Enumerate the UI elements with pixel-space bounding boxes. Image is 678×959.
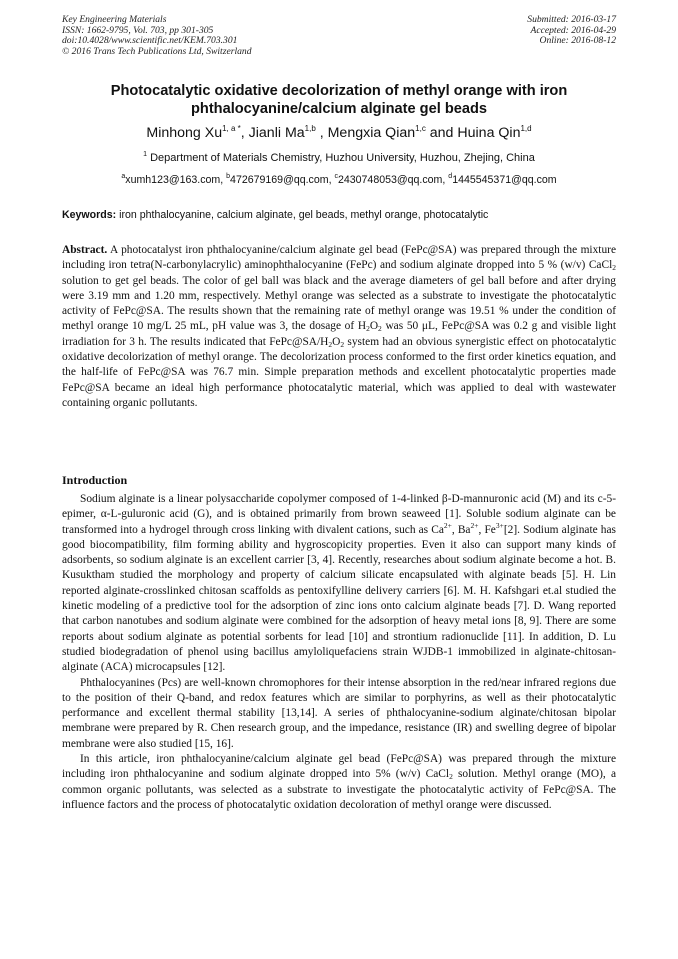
copyright: © 2016 Trans Tech Publications Ltd, Switzerland: [62, 45, 252, 57]
abstract-text: system had an obvious synergistic effect on photocatalytic oxidative decolorization of methyl orange. The decolorization process conformed to the first order kinetics equation, and the half-life of FePc@SA was 76.7 min. Simple preparation methods and excellent photocatalytic properties made FePc@SA became an ideal high performance photocatalytic material, which was applied to deal with wastewater containing organic pollutants.: [62, 335, 616, 409]
intro-text: , Fe: [478, 523, 496, 536]
email-address: 1445545371@qq.com: [452, 174, 557, 186]
email-superscript: c: [334, 173, 338, 180]
subscript: 2: [366, 324, 370, 334]
author-superscript: 1,c: [415, 124, 426, 133]
keywords-label: Keywords:: [62, 209, 117, 221]
keywords: [62, 208, 616, 222]
author-name: Jianli Ma: [248, 125, 305, 141]
paper-title: [62, 82, 616, 118]
journal-header-left: [62, 15, 252, 57]
intro-text: solution. Methyl orange (MO), a common organic pollutants, was selected as a substrate to investigate the photocatalytic activity of FePc@SA. The influence factors and the process of photocatalytic oxidation decoloration of methyl orange were discussed.: [62, 768, 616, 811]
abstract-text: was 50 μL, FePc@SA was 0.2 g and visible light irradiation for 3 h. The results indicated that FePc@SA/H: [62, 320, 616, 348]
email-superscript: a: [121, 173, 126, 180]
superscript: 2+: [443, 520, 452, 530]
introduction: [62, 492, 616, 813]
intro-text: , Ba: [451, 523, 471, 536]
affiliation: [62, 151, 616, 165]
keywords-text: iron phthalocyanine, calcium alginate, gel beads, methyl orange, photocatalytic: [116, 209, 489, 221]
email-superscript: d: [448, 173, 453, 180]
issn: ISSN: 1662-9795, Vol. 703, pp 301-305: [62, 24, 214, 36]
author-separator: and: [425, 125, 458, 141]
author-name: Huina Qin: [457, 125, 521, 141]
section-heading-introduction: Introduction: [62, 473, 128, 487]
intro-text: Sodium alginate is a linear polysaccharide copolymer composed of 1-4-linked β-D-mannuronic acid (M) and its c-5-epimer, α-L-guluronic acid (G), and is obtained primarily from brown seaweed [1]. Soluble sodium alginate can be transformed into a hydrogel through cross linking with divalent cations, such as Ca: [62, 493, 616, 536]
author-list: [62, 124, 616, 142]
email-list: [62, 173, 616, 187]
intro-text: [2]. Sodium alginate has good biocompatibility, film forming ability and hygroscopicity properties. Even it also can support many kinds of adsorbents, so sodium alginate is an excellent carrier [3, 4]. Recently, researches about sodium alginate become a hot. B. Kusuktham studied the morphology and property of calcium silicate encapsulated with alginate beads [5]. H. Lin reported alginate-crosslinked chitosan scaffolds as pentoxifylline delivery carriers [6]. M. H. Kafshgari et.al studied the kinetic modeling of a predictive tool for the adsorption of zinc ions onto calcium alginate beads [7]. D. Wang reported that carbon nanotubes and sodium alginate were combined for the adsorption of heavy metal ions [8, 9]. There are some reports about sodium alginate as potential sorbents for lead [10] and strontium radionuclide [11]. In addition, D. Lu studied biodegradation of phenol using bacillus amyloliquefaciens strain WJDB-1 immobilized in alginate-chitosan-alginate (ACA) microcapsules [12].: [62, 523, 616, 674]
abstract-text: O: [332, 335, 341, 348]
author-separator: ,: [240, 125, 249, 141]
abstract: [62, 243, 616, 411]
superscript: 2+: [470, 520, 479, 530]
author-superscript: 1,d: [520, 124, 532, 133]
abstract-label: Abstract.: [62, 244, 108, 256]
title-line-1: Photocatalytic oxidative decolorization of methyl orange with iron: [110, 83, 568, 99]
author-name: Minhong Xu: [146, 125, 223, 141]
subscript: 2: [612, 263, 616, 273]
submitted-date: Submitted: 2016-03-17: [527, 14, 616, 25]
author-separator: ,: [315, 125, 328, 141]
email-superscript: b: [226, 173, 231, 180]
subscript: 2: [340, 339, 345, 349]
email-address: 2430748053@qq.com,: [337, 174, 449, 186]
email-address: 472679169@qq.com,: [230, 174, 335, 186]
title-line-2: phthalocyanine/calcium alginate gel beads: [190, 101, 487, 117]
affiliation-superscript: 1: [143, 151, 148, 158]
online-date: Online: 2016-08-12: [539, 35, 616, 47]
intro-paragraph-1: [62, 492, 616, 676]
abstract-text: A photocatalyst iron phthalocyanine/calcium alginate gel bead (FePc@SA) was prepared through the mixture including iron tetra(N-carbonylacrylic) aminophthalocyanine (FePc) and sodium alginate dropped into 5 % (w/v) CaCl: [62, 244, 616, 272]
intro-paragraph-2: Phthalocyanines (Pcs) are well-known chromophores for their intense absorption in the red/near infrared regions due to the position of their Q-band, and redox features which are similar to porphyrins, as well as their photocatalytic performance and excellent thermal stability [13,14]. A series of phthalocyanine-sodium alginate/chitosan bipolar membrane were prepared by R. Chen research group, and the impedance, resistance (IR) and swelling degree of bipolar membrane were also studied [15, 16].: [62, 676, 616, 750]
author-superscript: 1, a *: [222, 124, 241, 133]
subscript: 2: [449, 772, 453, 782]
accepted-date: Accepted: 2016-04-29: [530, 24, 616, 36]
journal-name: Key Engineering Materials: [62, 14, 167, 25]
journal-header-right: [527, 15, 616, 47]
email-address: xumh123@163.com,: [125, 174, 227, 186]
abstract-text: O: [369, 320, 379, 333]
author-name: Mengxia Qian: [327, 125, 416, 141]
intro-paragraph-3: [62, 752, 616, 813]
subscript: 2: [378, 324, 382, 334]
superscript: 3+: [495, 520, 504, 530]
abstract-paragraph: [62, 243, 616, 411]
author-superscript: 1,b: [304, 124, 316, 133]
intro-text: In this article, iron phthalocyanine/calcium alginate gel bead (FePc@SA) was prepared through the mixture including iron phthalocyanine and sodium alginate dropped into 5% (w/v) CaCl: [62, 753, 616, 781]
doi: doi:10.4028/www.scientific.net/KEM.703.301: [62, 35, 238, 47]
abstract-text: solution to get gel beads. The color of gel ball was black and the average diameters of gel ball before and after drying were 3.19 mm and 1.20 mm, respectively. Methyl orange was selected as a substrate to investigate the photocatalytic activity of FePc@SA. The results shown that the remaining rate of methyl orange was 19.51 % under the condition of methyl orange 10 mg/L 25 mL, pH value was 3, the dosage of H: [62, 274, 616, 333]
affiliation-text: Department of Materials Chemistry, Huzhou University, Huzhou, Zhejing, China: [147, 152, 535, 164]
subscript: 2: [328, 339, 333, 349]
